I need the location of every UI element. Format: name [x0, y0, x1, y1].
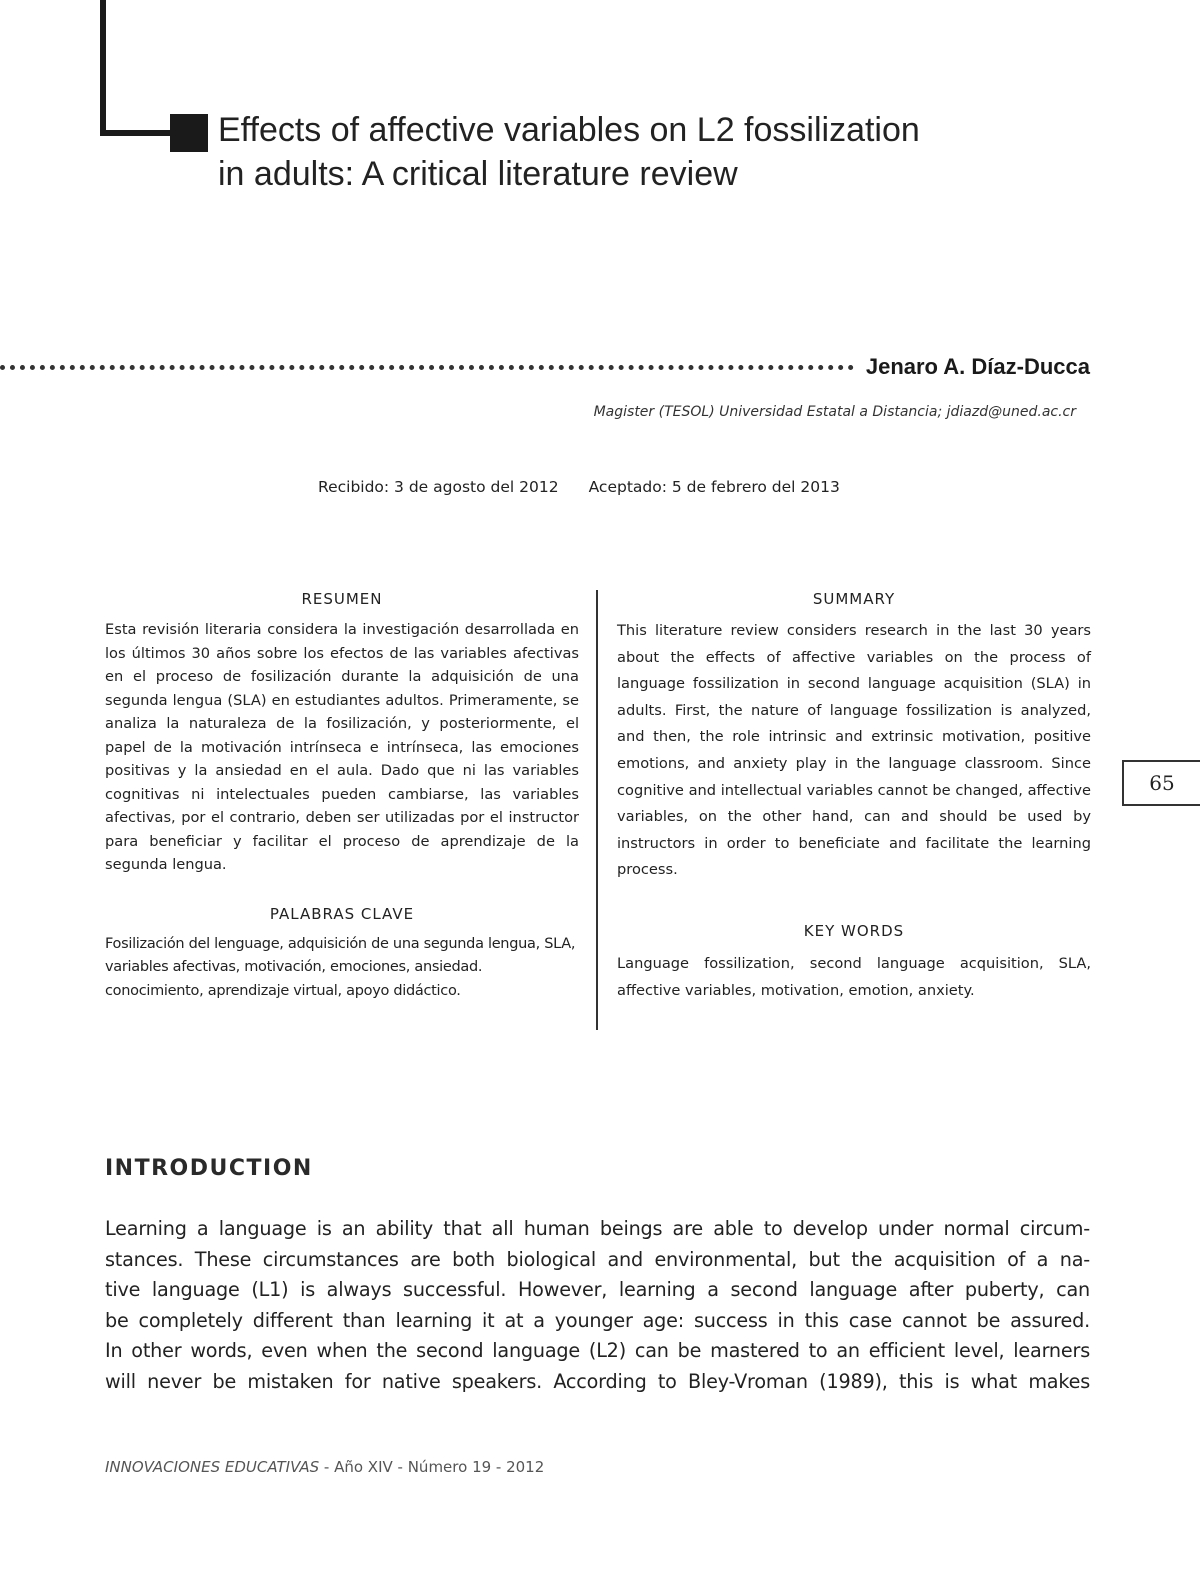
page-number-tab [1122, 760, 1200, 806]
page-footer [105, 1458, 544, 1476]
received-date: Recibido: 3 de agosto del 2012 [318, 478, 559, 496]
journal-issue: - Año XIV - Número 19 - 2012 [319, 1458, 545, 1476]
article-title-line-1: Effects of affective variables on L2 fossilization [218, 111, 920, 149]
dotted-leader [0, 365, 854, 370]
introduction-line: In other words, even when the second language (L2) can be mastered to an efficient level, learners [105, 1339, 1090, 1362]
summary-heading: SUMMARY [812, 590, 896, 608]
journal-name: INNOVACIONES EDUCATIVAS [105, 1458, 320, 1476]
summary-text: This literature review considers research in the last 30 years about the effects of affective variables on the process of language fossilization in second language acquisition (SLA) in adults. First, the nature of language fossilization is analyzed, and then, the role intrinsic and extrinsic motivation, positive emotions, and anxiety play in the language classroom. Since cognitive and intellectual variables cannot be changed, affective variables, on the other hand, can and should be used by instructors in order to beneficiate and facilitate the learning process. [617, 622, 1091, 879]
page-number: 65 [1149, 771, 1175, 795]
introduction-line: Learning a language is an ability that all human beings are able to develop under normal circum- [105, 1217, 1090, 1240]
key-words-text: Language fossilization, second language acquisition, SLA, affective variables, motivation, emotion, anxiety. [617, 954, 1091, 999]
submission-dates [318, 478, 840, 496]
palabras-clave-text: Fosilización del lenguage, adquisición de una segunda lengua, SLA, variables afectivas, motivación, emociones, ansiedad. conocimiento, aprendizaje virtual, apoyo didáctico. [105, 935, 576, 999]
introduction-line: be completely different than learning it at a younger age: success in this case cannot be assured. [105, 1308, 1090, 1332]
resumen-column [105, 590, 579, 1003]
palabras-clave-heading: PALABRAS CLAVE [269, 904, 415, 923]
summary-column [617, 590, 1091, 1004]
author-affiliation: Magister (TESOL) Universidad Estatal a Distancia; jdiazd@uned.ac.cr [593, 404, 1076, 420]
introduction-line: will never be mistaken for native speakers. According to Bley-Vroman (1989), this is what makes [105, 1369, 1090, 1393]
author-name: Jenaro A. Díaz-Ducca [865, 354, 1090, 379]
introduction-heading: INTRODUCTION [105, 1156, 313, 1181]
introduction-line: tive language (L1) is always successful. However, learning a second language after puberty, can [105, 1278, 1090, 1301]
introduction-body [105, 1214, 1090, 1397]
article-title [218, 108, 1118, 196]
title-frame-vertical-rule [100, 0, 106, 136]
resumen-text: Esta revisión literaria considera la investigación desarrollada en los últimos 30 años sobre los efectos de las variables afectivas en el proceso de fosilización durante la adquisición de una segunda lengua (SLA) en estudiantes adultos. Primeramente, se analiza la naturaleza de la fosilización, y posteriormente, el papel de la motivación intrínseca e intrínseca, las emociones positivas y la ansiedad en el aula. Dado que ni las variables cognitivas ni intelectuales pueden cambiarse, las variables afectivas, por el contrario, deben ser utilizadas por el instructor para beneficiar y facilitar el proceso de aprendizaje de la segunda lengua. [105, 621, 579, 873]
column-divider [596, 590, 598, 1030]
title-marker-square [170, 114, 208, 152]
accepted-date: Aceptado: 5 de febrero del 2013 [588, 478, 840, 496]
article-title-line-2: in adults: A critical literature review [218, 155, 738, 193]
author-row [0, 352, 1090, 382]
key-words-heading: KEY WORDS [803, 921, 905, 940]
title-frame-horizontal-rule [100, 130, 172, 136]
resumen-heading: RESUMEN [301, 590, 383, 608]
introduction-line: stances. These circumstances are both biological and environmental, but the acquisition of a na- [105, 1247, 1090, 1271]
